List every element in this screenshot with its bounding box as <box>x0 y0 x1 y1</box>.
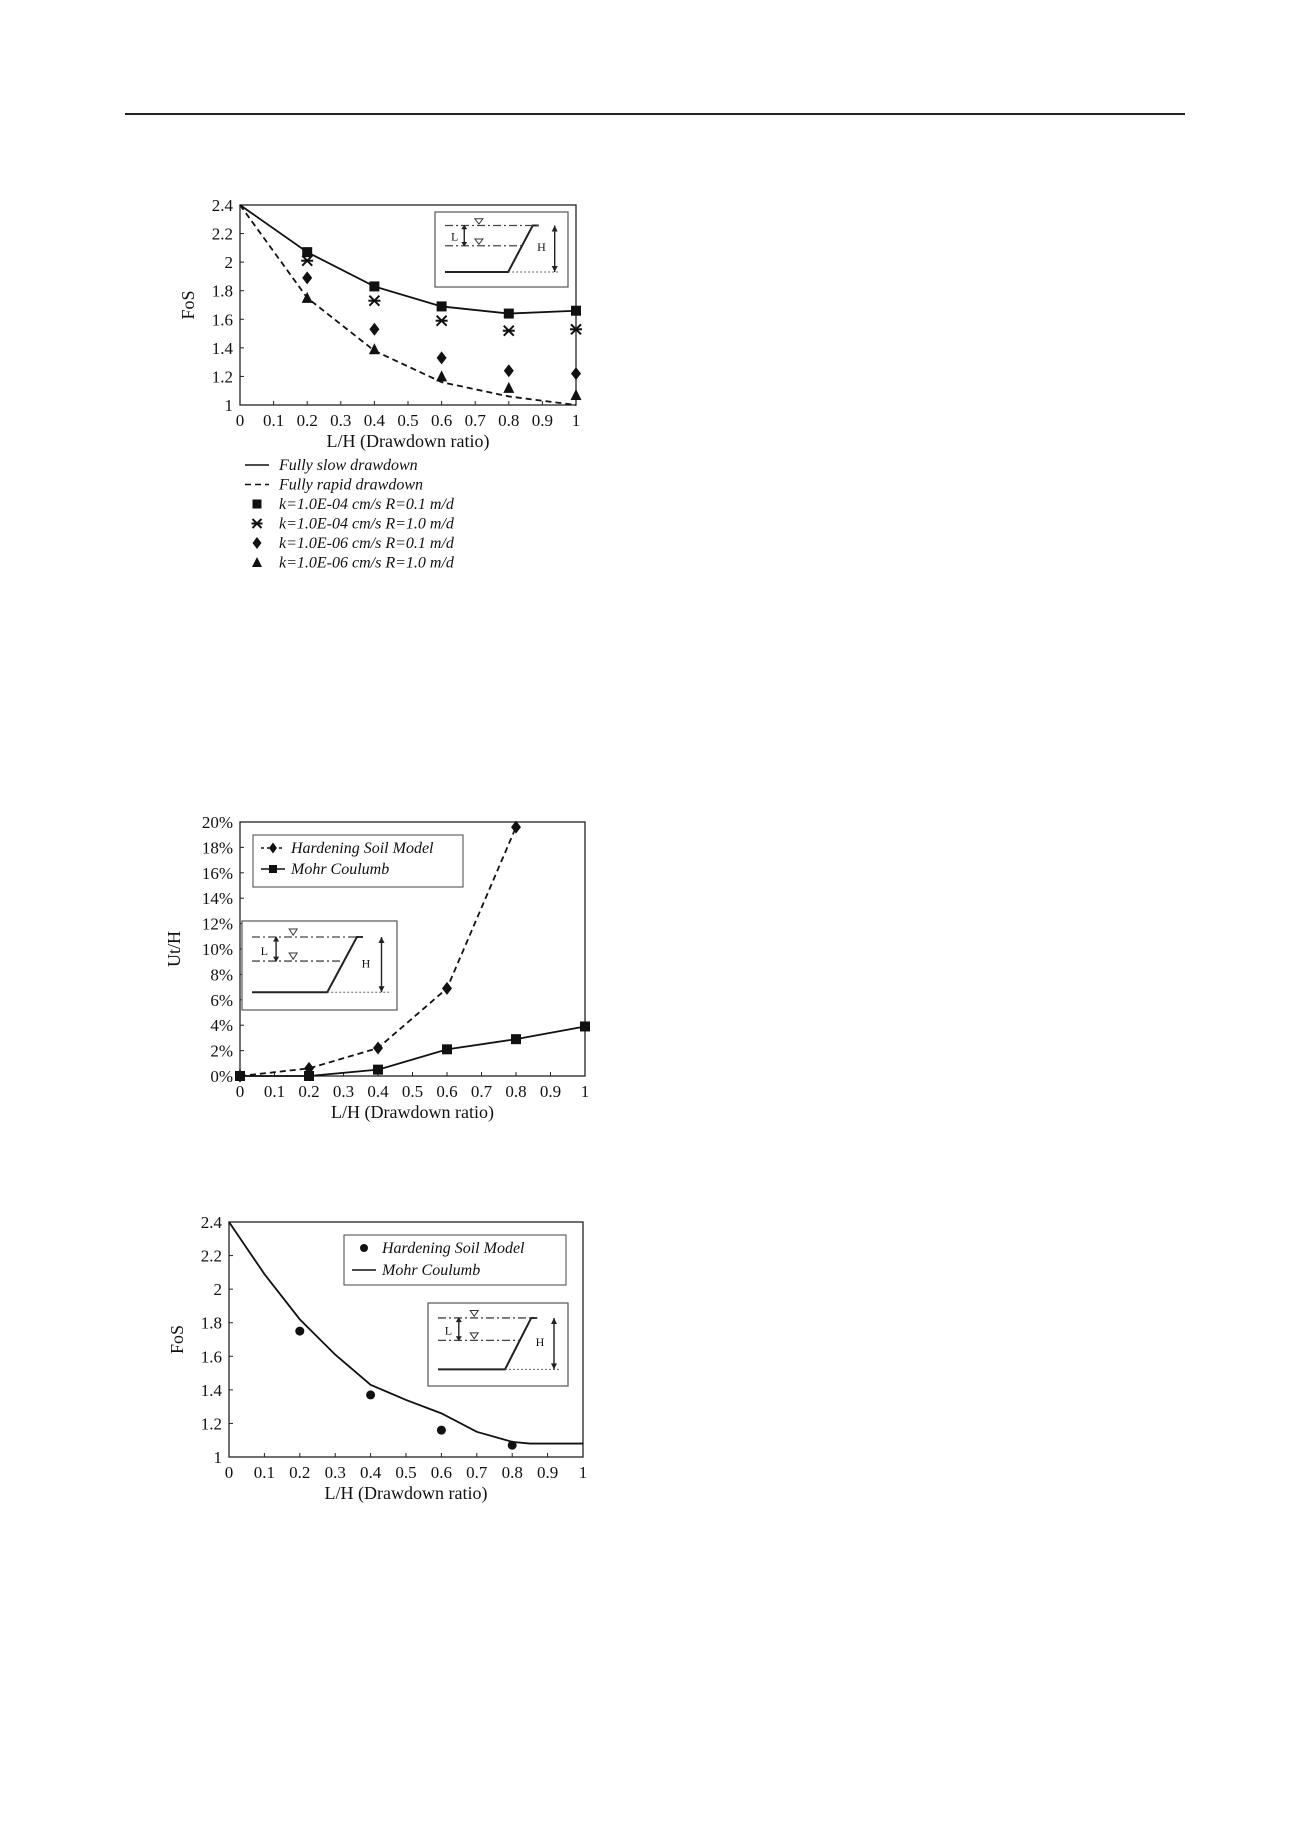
y-tick-label: 1.2 <box>211 367 233 387</box>
legend-label: k=1.0E-04 cm/s R=0.1 m/d <box>279 496 454 513</box>
marker-circle <box>295 1327 304 1336</box>
x-tick-label: 0.3 <box>332 1082 355 1101</box>
inset-h-label: H <box>361 956 371 971</box>
x-tick-label: 0.8 <box>505 1082 527 1101</box>
marker-square <box>511 1034 521 1044</box>
inset-frame <box>428 1303 568 1386</box>
x-tick-label: 0.3 <box>324 1463 346 1482</box>
legend <box>253 835 463 887</box>
legend-item <box>245 457 418 474</box>
y-tick-label: 6% <box>210 990 233 1010</box>
x-tick-label: 0.8 <box>498 411 520 430</box>
y-tick-label: 1.6 <box>211 310 233 330</box>
y-axis-label: Ut/H <box>164 931 184 967</box>
y-tick-label: 14% <box>201 889 233 909</box>
marker-diamond <box>302 271 312 284</box>
marker-asterisk <box>301 256 313 266</box>
y-axis-label: FoS <box>167 1324 187 1355</box>
legend-label: Fully slow drawdown <box>279 457 418 474</box>
x-tick-label: 0.1 <box>253 1463 276 1482</box>
y-tick-label: 18% <box>201 838 233 858</box>
y-axis-label: FoS <box>178 290 198 320</box>
legend-item <box>253 496 455 513</box>
x-tick-label: 0.4 <box>363 411 386 430</box>
marker-triangle <box>571 389 582 400</box>
y-tick-label: 2.4 <box>211 196 233 215</box>
y-tick-label: 2% <box>210 1041 233 1061</box>
marker-asterisk <box>368 296 380 306</box>
y-tick-label: 0% <box>210 1067 233 1086</box>
legend-item <box>252 516 455 533</box>
inset-l-label: L <box>444 1323 453 1338</box>
y-tick-label: 2.4 <box>200 1213 222 1232</box>
x-tick-label: 0.4 <box>359 1463 382 1482</box>
inset-diagram <box>428 1303 568 1386</box>
marker-triangle <box>252 557 262 567</box>
y-tick-label: 1.2 <box>200 1414 222 1434</box>
x-tick-label: 0.9 <box>531 411 554 430</box>
y-tick-label: 1.8 <box>200 1313 222 1333</box>
x-tick-label: 0.8 <box>501 1463 523 1482</box>
marker-square <box>504 309 514 319</box>
y-tick-label: 2.2 <box>211 224 233 244</box>
marker-asterisk <box>252 519 263 528</box>
marker-square <box>571 306 581 316</box>
legend-label: k=1.0E-06 cm/s R=0.1 m/d <box>279 535 454 552</box>
legend-label: Hardening Soil Model <box>291 840 434 857</box>
x-tick-label: 0.2 <box>296 411 318 430</box>
marker-diamond <box>504 364 514 377</box>
x-axis-label: L/H (Drawdown ratio) <box>324 1483 488 1503</box>
legend-label: Hardening Soil Model <box>382 1240 525 1257</box>
inset-l-label: L <box>260 943 268 958</box>
marker-square <box>369 281 379 291</box>
x-tick-label: 0.3 <box>330 411 352 430</box>
legend-item <box>253 535 455 552</box>
y-tick-label: 20% <box>201 813 233 832</box>
x-tick-label: 0.9 <box>539 1082 562 1101</box>
marker-diamond <box>437 351 447 364</box>
marker-triangle <box>503 382 514 393</box>
legend <box>344 1235 566 1285</box>
y-tick-label: 1.4 <box>200 1380 222 1400</box>
x-tick-label: 1 <box>578 1463 588 1482</box>
inset-frame <box>435 212 568 287</box>
x-tick-label: 0 <box>224 1463 234 1482</box>
marker-diamond <box>442 982 452 995</box>
x-tick-label: 0.1 <box>263 1082 286 1101</box>
x-tick-label: 0.5 <box>395 1463 417 1482</box>
y-tick-label: 1.6 <box>200 1347 222 1367</box>
marker-circle <box>437 1426 446 1435</box>
x-tick-label: 0.2 <box>298 1082 320 1101</box>
marker-asterisk <box>503 326 515 336</box>
x-tick-label: 0.2 <box>289 1463 311 1482</box>
x-tick-label: 0.6 <box>430 1463 453 1482</box>
x-tick-label: 0.4 <box>367 1082 389 1101</box>
x-tick-label: 0.6 <box>430 411 453 430</box>
x-tick-label: 0.7 <box>470 1082 493 1101</box>
marker-diamond <box>571 367 581 380</box>
inset-h-label: H <box>535 1335 545 1350</box>
x-tick-label: 1 <box>580 1082 590 1101</box>
marker-square <box>373 1065 383 1075</box>
x-tick-label: 0.5 <box>397 411 419 430</box>
x-tick-label: 0.9 <box>536 1463 559 1482</box>
marker-square <box>437 301 447 311</box>
inset-frame <box>242 921 397 1010</box>
marker-diamond <box>373 1042 383 1055</box>
chart-1 <box>178 196 582 572</box>
marker-square <box>253 500 262 509</box>
marker-triangle <box>302 292 313 303</box>
marker-diamond <box>369 323 379 336</box>
y-tick-label: 1.4 <box>211 338 233 358</box>
x-tick-label: 0.5 <box>401 1082 424 1101</box>
y-tick-label: 10% <box>201 940 233 959</box>
y-tick-label: 2 <box>213 1280 222 1300</box>
legend-label: Mohr Coulumb <box>382 1262 481 1279</box>
x-tick-label: 0.6 <box>436 1082 458 1101</box>
series-line <box>240 1026 585 1076</box>
y-tick-label: 8% <box>210 965 233 985</box>
marker-circle <box>360 1244 368 1252</box>
y-tick-label: 12% <box>201 914 233 934</box>
x-tick-label: 0.7 <box>464 411 486 430</box>
marker-square <box>269 865 277 873</box>
legend-label: k=1.0E-04 cm/s R=1.0 m/d <box>279 515 454 533</box>
inset-h-label: H <box>537 240 546 254</box>
marker-square <box>580 1021 590 1031</box>
legend-item <box>245 477 423 494</box>
y-tick-label: 1.8 <box>211 281 233 301</box>
y-tick-label: 4% <box>210 1016 233 1036</box>
inset-diagram <box>435 212 568 287</box>
chart-3 <box>167 1213 587 1504</box>
x-tick-label: 0 <box>235 1082 245 1101</box>
marker-diamond <box>253 537 262 549</box>
inset-diagram <box>242 921 397 1010</box>
y-tick-label: 1 <box>213 1448 222 1467</box>
marker-square <box>302 247 312 257</box>
marker-square <box>304 1071 314 1081</box>
y-tick-label: 2 <box>224 253 233 273</box>
x-tick-label: 0 <box>235 411 245 430</box>
legend-label: k=1.0E-06 cm/s R=1.0 m/d <box>279 554 454 572</box>
x-tick-label: 0.7 <box>466 1463 488 1482</box>
chart-2 <box>164 813 590 1123</box>
marker-square <box>442 1044 452 1054</box>
x-axis-label: L/H (Drawdown ratio) <box>326 431 490 451</box>
y-tick-label: 1 <box>224 396 233 415</box>
legend-item <box>252 555 455 572</box>
y-tick-label: 2.2 <box>200 1246 222 1266</box>
legend-item <box>360 1240 525 1257</box>
y-tick-label: 16% <box>201 863 233 883</box>
inset-l-label: L <box>450 229 459 244</box>
x-tick-label: 1 <box>571 411 581 430</box>
x-axis-label: L/H (Drawdown ratio) <box>331 1102 494 1122</box>
legend-label: Fully rapid drawdown <box>279 476 424 494</box>
x-tick-label: 0.1 <box>262 411 285 430</box>
legend <box>245 457 455 572</box>
marker-asterisk <box>436 316 448 326</box>
marker-triangle <box>436 370 447 381</box>
marker-square <box>235 1071 245 1081</box>
legend-label: Mohr Coulumb <box>291 861 390 878</box>
marker-circle <box>366 1390 375 1399</box>
